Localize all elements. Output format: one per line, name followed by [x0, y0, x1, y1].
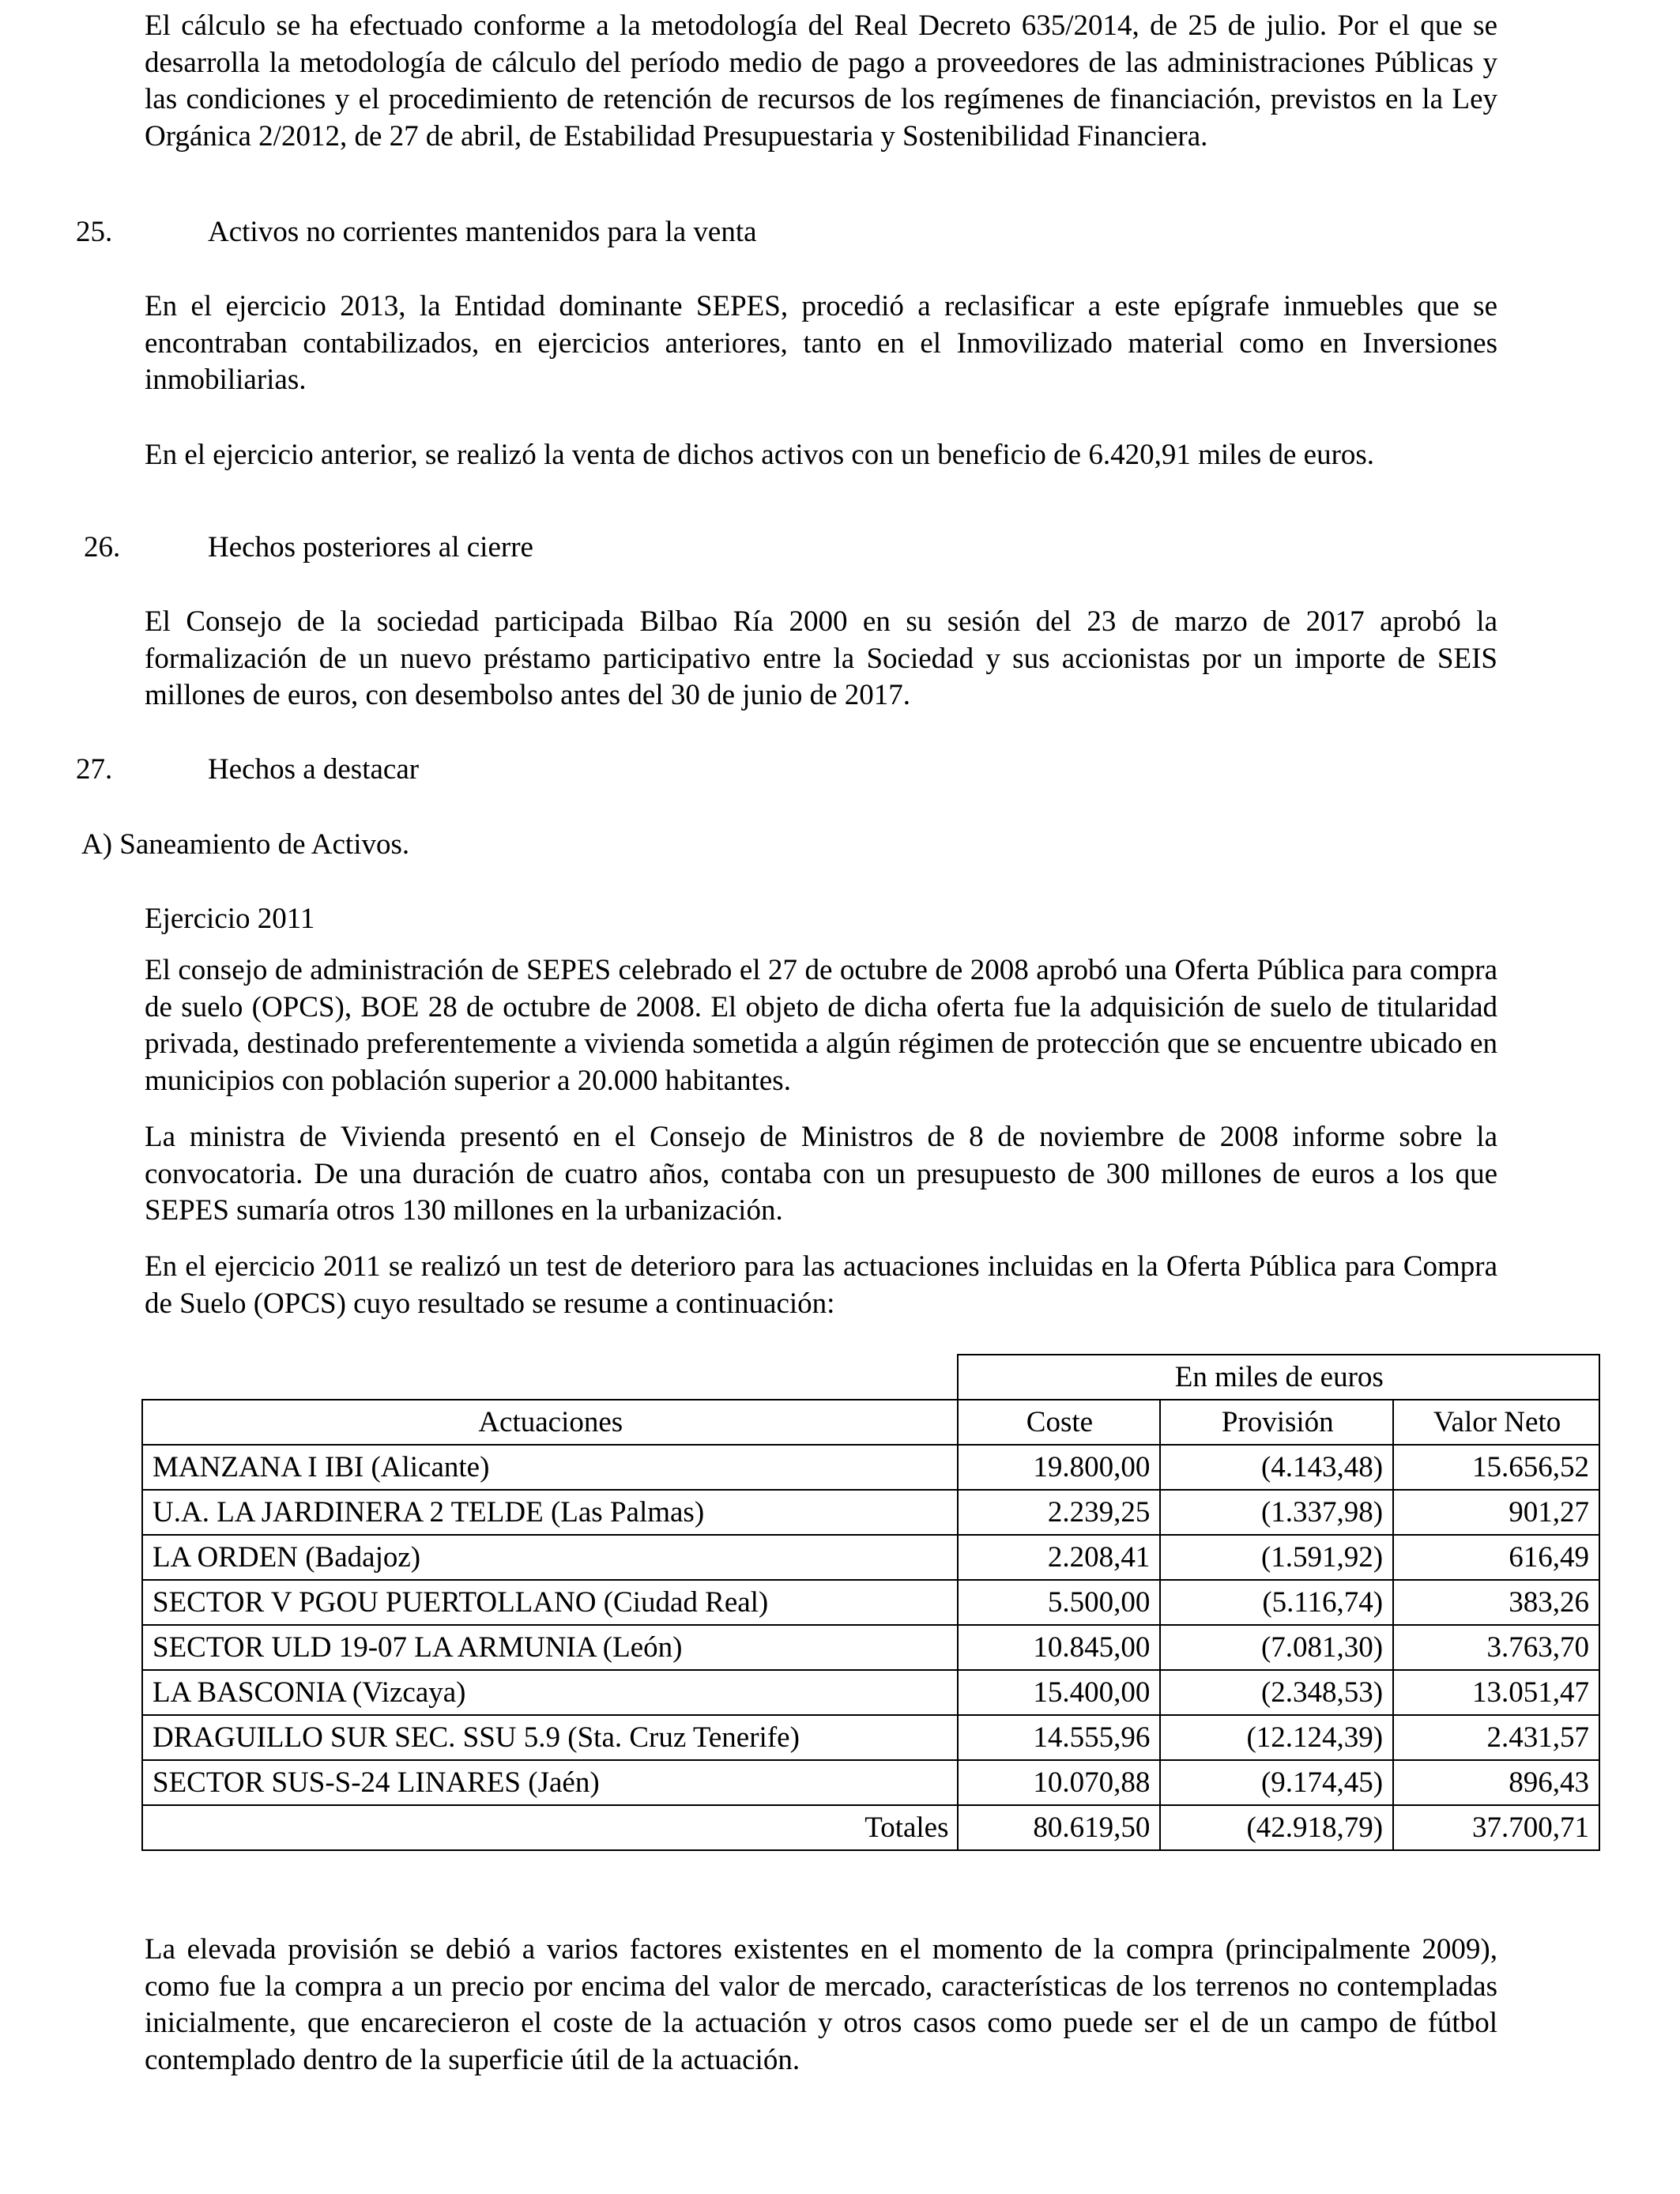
- paragraph-section-26-1: El Consejo de la sociedad participada Bilbao Ría 2000 en su sesión del 23 de marzo de 2017 aprobó la formalización de un nuevo préstamo participativo entre la Sociedad y sus accionistas por un importe de SEIS millones de euros, con desembolso antes del 30 de junio de 2017.: [145, 605, 1497, 711]
- cell-provision: (1.591,92): [1160, 1535, 1393, 1580]
- cell-actuacion: SECTOR V PGOU PUERTOLLANO (Ciudad Real): [142, 1580, 958, 1625]
- table-row: [142, 1670, 1599, 1715]
- cell-total-valor-neto: 37.700,71: [1393, 1805, 1599, 1850]
- cell-actuacion: MANZANA I IBI (Alicante): [142, 1445, 958, 1490]
- cell-coste: 15.400,00: [958, 1670, 1161, 1715]
- table-row: [142, 1490, 1599, 1535]
- cell-actuacion: SECTOR ULD 19-07 LA ARMUNIA (León): [142, 1625, 958, 1670]
- table-row: [142, 1535, 1599, 1580]
- table-empty-corner: [142, 1355, 958, 1400]
- cell-coste: 5.500,00: [958, 1580, 1161, 1625]
- cell-provision: (4.143,48): [1160, 1445, 1393, 1490]
- cell-totals-label: Totales: [142, 1805, 958, 1850]
- paragraph-methodology: El cálculo se ha efectuado conforme a la metodología del Real Decreto 635/2014, de 25 de julio. Por el que se desarrolla la metodología de cálculo del período medio de pago a proveedores de las administraciones Públicas y las condiciones y el procedimiento de retención de recursos de los regímenes de financiación, previstos en la Ley Orgánica 2/2012, de 27 de abril, de Estabilidad Presupuestaria y Sostenibilidad Financiera.: [145, 9, 1497, 153]
- table-row: [142, 1760, 1599, 1805]
- cell-actuacion: LA ORDEN (Badajoz): [142, 1535, 958, 1580]
- paragraph-section-27-3: En el ejercicio 2011 se realizó un test de deterioro para las actuaciones incluidas en la Oferta Pública para Compra de Suelo (OPCS) cuyo resultado se resume a continuación:: [145, 1250, 1497, 1320]
- paragraph-section-27-4: La elevada provisión se debió a varios factores existentes en el momento de la compra (principalmente 2009), como fue la compra a un precio por encima del valor de mercado, características de los terrenos no contempladas inicialmente, que encarecieron el coste de la actuación y otros casos como puede ser el de un campo de fútbol contemplado dentro de la superficie útil de la actuación.: [145, 1933, 1497, 2076]
- column-header-valor-neto: Valor Neto: [1393, 1400, 1599, 1445]
- table-group-header-row: [142, 1355, 1599, 1400]
- paragraph-section-25-2: En el ejercicio anterior, se realizó la venta de dichos activos con un beneficio de 6.420,91 miles de euros.: [145, 439, 1375, 471]
- year-label: Ejercicio 2011: [145, 903, 315, 935]
- table-row: [142, 1445, 1599, 1490]
- cell-coste: 2.239,25: [958, 1490, 1161, 1535]
- opcs-impairment-table: [141, 1354, 1600, 1851]
- paragraph-section-25-1: En el ejercicio 2013, la Entidad dominante SEPES, procedió a reclasificar a este epígrafe inmuebles que se encontraban contabilizados, en ejercicios anteriores, tanto en el Inmovilizado material como en Inversiones inmobiliarias.: [145, 290, 1497, 396]
- cell-valor-neto: 2.431,57: [1393, 1715, 1599, 1760]
- column-header-coste: Coste: [958, 1400, 1161, 1445]
- cell-provision: (9.174,45): [1160, 1760, 1393, 1805]
- cell-total-provision: (42.918,79): [1160, 1805, 1393, 1850]
- cell-coste: 10.070,88: [958, 1760, 1161, 1805]
- cell-actuacion: SECTOR SUS-S-24 LINARES (Jaén): [142, 1760, 958, 1805]
- cell-provision: (12.124,39): [1160, 1715, 1393, 1760]
- section-number: 25.: [76, 216, 113, 248]
- cell-valor-neto: 383,26: [1393, 1580, 1599, 1625]
- column-header-provision: Provisión: [1160, 1400, 1393, 1445]
- section-number: 27.: [76, 753, 113, 786]
- cell-actuacion: LA BASCONIA (Vizcaya): [142, 1670, 958, 1715]
- cell-coste: 19.800,00: [958, 1445, 1161, 1490]
- cell-valor-neto: 896,43: [1393, 1760, 1599, 1805]
- cell-provision: (7.081,30): [1160, 1625, 1393, 1670]
- table-row: [142, 1625, 1599, 1670]
- cell-coste: 10.845,00: [958, 1625, 1161, 1670]
- cell-valor-neto: 901,27: [1393, 1490, 1599, 1535]
- cell-valor-neto: 616,49: [1393, 1535, 1599, 1580]
- subsection-heading: A) Saneamiento de Activos.: [81, 828, 410, 861]
- cell-actuacion: U.A. LA JARDINERA 2 TELDE (Las Palmas): [142, 1490, 958, 1535]
- cell-provision: (5.116,74): [1160, 1580, 1393, 1625]
- table-group-header: En miles de euros: [958, 1355, 1599, 1400]
- column-header-actuaciones: Actuaciones: [142, 1400, 958, 1445]
- cell-total-coste: 80.619,50: [958, 1805, 1161, 1850]
- section-title: Hechos a destacar: [208, 753, 420, 786]
- cell-valor-neto: 3.763,70: [1393, 1625, 1599, 1670]
- cell-coste: 2.208,41: [958, 1535, 1161, 1580]
- section-title: Hechos posteriores al cierre: [208, 531, 533, 564]
- table-header-row: [142, 1400, 1599, 1445]
- cell-provision: (2.348,53): [1160, 1670, 1393, 1715]
- paragraph-section-27-2: La ministra de Vivienda presentó en el Consejo de Ministros de 8 de noviembre de 2008 informe sobre la convocatoria. De una duración de cuatro años, contaba con un presupuesto de 300 millones de euros a los que SEPES sumaría otros 130 millones en la urbanización.: [145, 1121, 1497, 1227]
- paragraph-section-27-1: El consejo de administración de SEPES celebrado el 27 de octubre de 2008 aprobó una Oferta Pública para compra de suelo (OPCS), BOE 28 de octubre de 2008. El objeto de dicha oferta fue la adquisición de suelo de titularidad privada, destinado preferentemente a vivienda sometida a algún régimen de protección que se encuentre ubicado en municipios con población superior a 20.000 habitantes.: [145, 954, 1497, 1097]
- table-totals-row: [142, 1805, 1599, 1850]
- cell-valor-neto: 13.051,47: [1393, 1670, 1599, 1715]
- table-row: [142, 1715, 1599, 1760]
- section-title: Activos no corrientes mantenidos para la venta: [208, 216, 757, 248]
- cell-actuacion: DRAGUILLO SUR SEC. SSU 5.9 (Sta. Cruz Tenerife): [142, 1715, 958, 1760]
- cell-coste: 14.555,96: [958, 1715, 1161, 1760]
- section-number: 26.: [84, 531, 121, 564]
- cell-provision: (1.337,98): [1160, 1490, 1393, 1535]
- table-row: [142, 1580, 1599, 1625]
- cell-valor-neto: 15.656,52: [1393, 1445, 1599, 1490]
